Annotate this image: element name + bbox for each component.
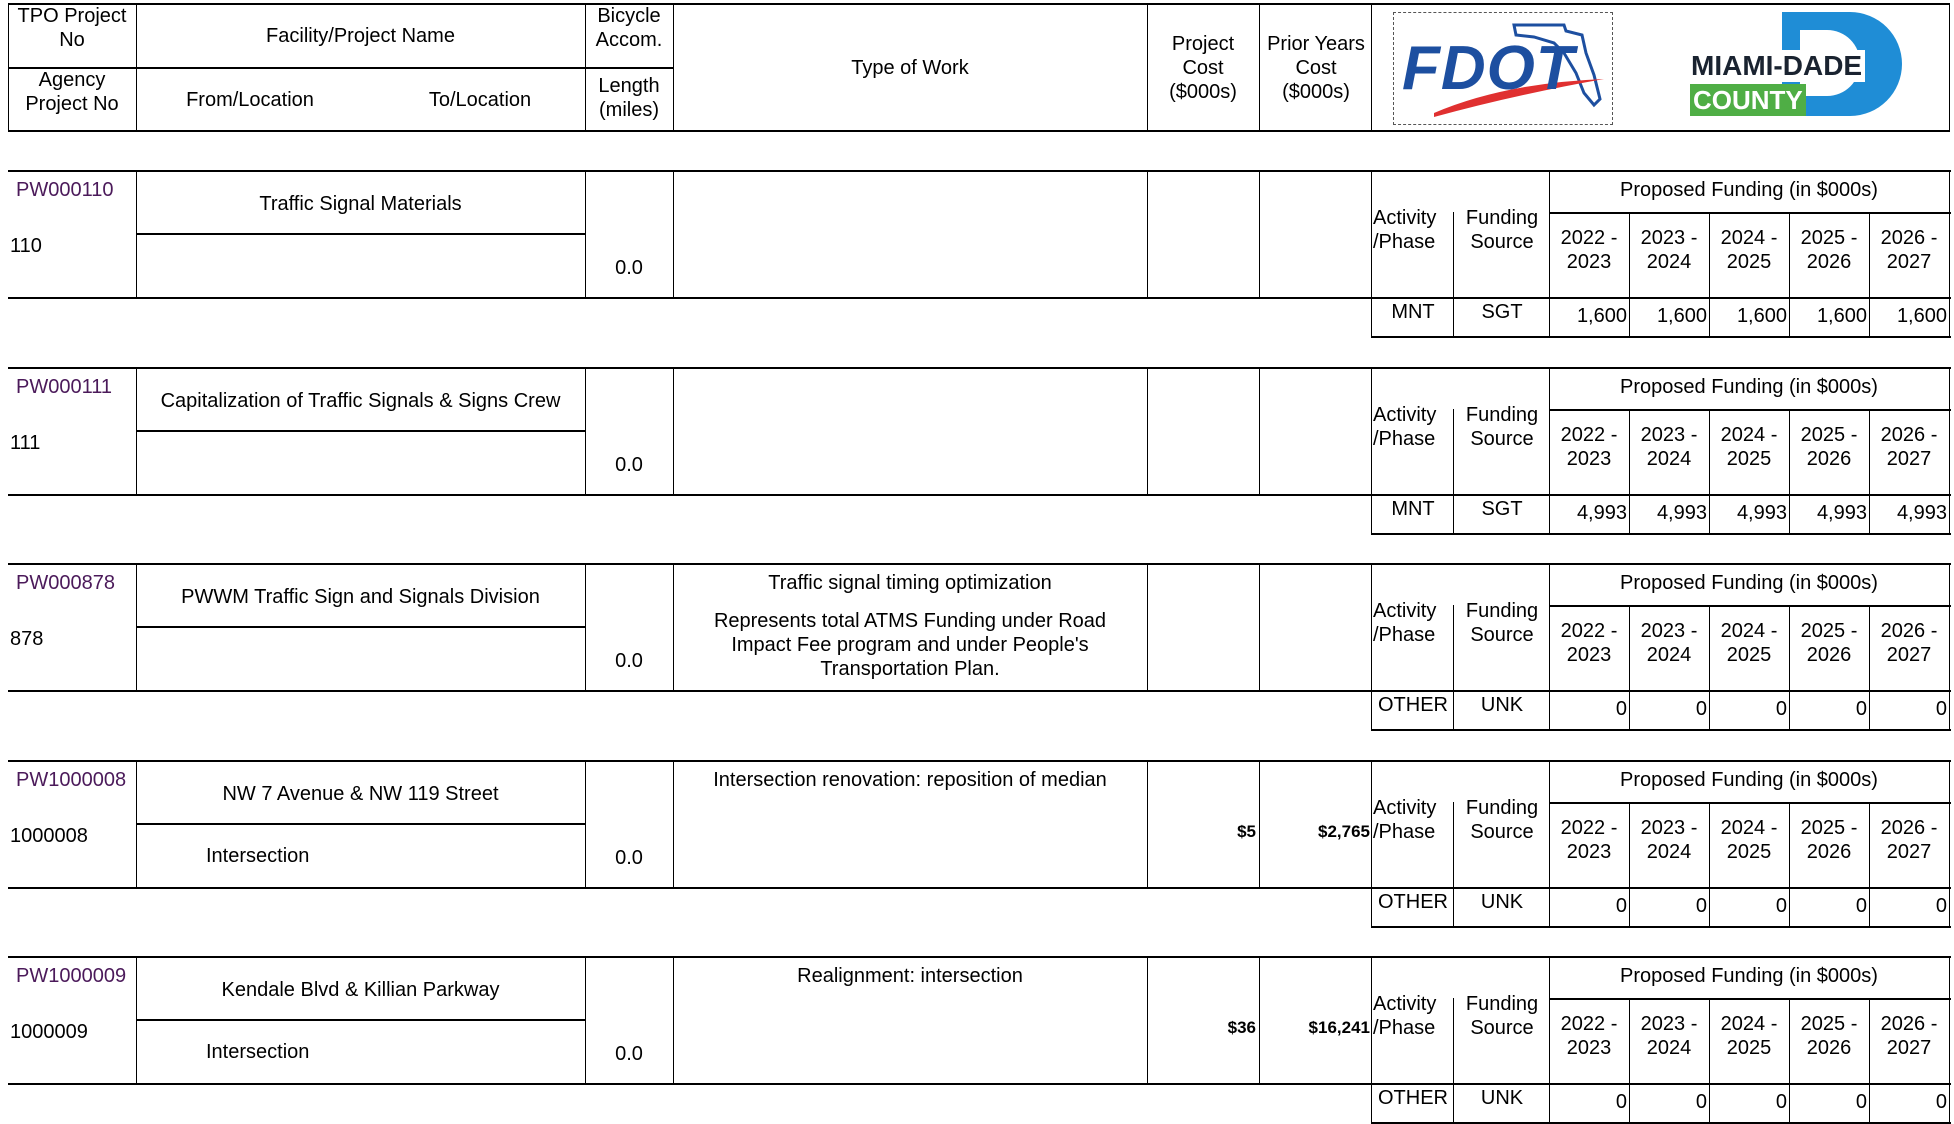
funding-source-value: SGT bbox=[1481, 301, 1523, 323]
funding-amount: 1,600 bbox=[1656, 305, 1707, 327]
funding-amount: 0 bbox=[1695, 1091, 1707, 1113]
funding-amount: 0 bbox=[1775, 894, 1787, 917]
project-cost: $5 bbox=[1237, 821, 1256, 841]
to-location-header: To/Location bbox=[428, 89, 532, 111]
funding-source-label: Funding Source bbox=[1465, 796, 1539, 843]
tpo-project-no[interactable]: PW000111 bbox=[16, 375, 112, 398]
funding-amount: 0 bbox=[1935, 698, 1947, 720]
activity-phase-value: MNT bbox=[1391, 301, 1435, 323]
type-of-work-header: Type of Work bbox=[851, 57, 969, 79]
funding-amount: 0 bbox=[1615, 894, 1627, 917]
project-cost-header: Project Cost ($000s) bbox=[1169, 33, 1237, 103]
activity-phase-label: Activity /Phase bbox=[1373, 600, 1437, 646]
fiscal-year-label: 2026 - 2027 bbox=[1880, 227, 1938, 273]
fiscal-year-label: 2022 - 2023 bbox=[1560, 227, 1618, 273]
agency-project-no: 1000008 bbox=[10, 824, 88, 847]
prior-years-cost-header: Prior Years Cost ($000s) bbox=[1267, 33, 1365, 103]
tpo-project-no[interactable]: PW000878 bbox=[16, 572, 115, 594]
fiscal-year-label: 2022 - 2023 bbox=[1560, 423, 1618, 470]
fiscal-year-label: 2026 - 2027 bbox=[1880, 423, 1938, 470]
miami-dade-logo bbox=[1680, 10, 1910, 120]
type-of-work: Traffic signal timing optimization bbox=[768, 572, 1052, 594]
funding-amount: 1,600 bbox=[1576, 305, 1627, 327]
agency-project-no: 1000009 bbox=[10, 1021, 88, 1043]
tpo-project-no-header: TPO Project No bbox=[17, 5, 127, 51]
fiscal-year-label: 2024 - 2025 bbox=[1720, 1013, 1778, 1059]
county-wordmark-top: MIAMI-DADE bbox=[1688, 50, 1865, 82]
funding-amount: 4,993 bbox=[1816, 501, 1867, 524]
proposed-funding-label: Proposed Funding (in $000s) bbox=[1620, 768, 1878, 791]
fiscal-year-label: 2025 - 2026 bbox=[1800, 1013, 1858, 1059]
activity-phase-label: Activity /Phase bbox=[1373, 993, 1437, 1039]
fiscal-year-label: 2022 - 2023 bbox=[1560, 1013, 1618, 1059]
prior-years-cost: $16,241 bbox=[1308, 1018, 1370, 1037]
facility-project-name: NW 7 Avenue & NW 119 Street bbox=[222, 782, 499, 805]
length-miles: 0.0 bbox=[615, 650, 643, 672]
fiscal-year-label: 2024 - 2025 bbox=[1720, 227, 1778, 273]
funding-amount: 0 bbox=[1775, 1091, 1787, 1113]
agency-project-no: 111 bbox=[10, 431, 41, 454]
fiscal-year-label: 2026 - 2027 bbox=[1880, 816, 1938, 863]
from-location: Intersection bbox=[206, 1041, 310, 1063]
funding-amount: 0 bbox=[1855, 1091, 1867, 1113]
from-location-header: From/Location bbox=[186, 89, 314, 111]
proposed-funding-label: Proposed Funding (in $000s) bbox=[1620, 179, 1878, 201]
funding-source-label: Funding Source bbox=[1465, 403, 1539, 450]
activity-phase-label: Activity /Phase bbox=[1373, 207, 1437, 253]
length-miles: 0.0 bbox=[615, 453, 643, 476]
fiscal-year-label: 2026 - 2027 bbox=[1880, 620, 1938, 666]
facility-name-header: Facility/Project Name bbox=[266, 25, 455, 47]
funding-amount: 0 bbox=[1935, 894, 1947, 917]
project-cost: $36 bbox=[1227, 1018, 1256, 1037]
length-miles: 0.0 bbox=[615, 846, 643, 869]
fiscal-year-label: 2025 - 2026 bbox=[1800, 620, 1858, 666]
funding-amount: 4,993 bbox=[1656, 501, 1707, 524]
fiscal-year-label: 2022 - 2023 bbox=[1560, 816, 1618, 863]
prior-years-cost: $2,765 bbox=[1318, 821, 1370, 841]
tpo-project-no[interactable]: PW000110 bbox=[16, 179, 114, 201]
funding-source-label: Funding Source bbox=[1465, 993, 1539, 1039]
activity-phase-label: Activity /Phase bbox=[1373, 403, 1437, 450]
fiscal-year-label: 2023 - 2024 bbox=[1640, 1013, 1698, 1059]
fiscal-year-label: 2025 - 2026 bbox=[1800, 816, 1858, 863]
type-of-work: Intersection renovation: reposition of median bbox=[713, 768, 1107, 791]
funding-amount: 4,993 bbox=[1896, 501, 1947, 524]
funding-amount: 0 bbox=[1695, 698, 1707, 720]
agency-project-no-header: Agency Project No bbox=[25, 69, 119, 115]
tpo-project-no[interactable]: PW1000008 bbox=[16, 768, 127, 791]
funding-amount: 4,993 bbox=[1736, 501, 1787, 524]
fiscal-year-label: 2024 - 2025 bbox=[1720, 620, 1778, 666]
length-miles: 0.0 bbox=[615, 1043, 643, 1065]
fiscal-year-label: 2023 - 2024 bbox=[1640, 423, 1698, 470]
tpo-project-no[interactable]: PW1000009 bbox=[16, 965, 127, 987]
length-miles: 0.0 bbox=[615, 257, 643, 279]
fiscal-year-label: 2025 - 2026 bbox=[1800, 227, 1858, 273]
type-of-work: Realignment: intersection bbox=[797, 965, 1023, 987]
fiscal-year-label: 2023 - 2024 bbox=[1640, 620, 1698, 666]
fiscal-year-label: 2024 - 2025 bbox=[1720, 816, 1778, 863]
activity-phase-value: OTHER bbox=[1378, 1087, 1448, 1109]
funding-amount: 0 bbox=[1935, 1091, 1947, 1113]
agency-project-no: 878 bbox=[10, 628, 44, 650]
fiscal-year-label: 2023 - 2024 bbox=[1640, 227, 1698, 273]
bicycle-accom-header: Bicycle Accom. bbox=[595, 5, 663, 51]
type-of-work-note: Represents total ATMS Funding under Road Impact Fee program and under People's Transportation Plan. bbox=[713, 610, 1107, 680]
facility-project-name: Traffic Signal Materials bbox=[259, 193, 462, 215]
facility-project-name: Kendale Blvd & Killian Parkway bbox=[221, 979, 500, 1001]
funding-source-value: UNK bbox=[1480, 890, 1524, 913]
agency-project-no: 110 bbox=[10, 235, 42, 257]
activity-phase-label: Activity /Phase bbox=[1373, 796, 1437, 843]
fdot-wordmark: FDOT bbox=[1402, 34, 1575, 103]
activity-phase-value: MNT bbox=[1391, 497, 1435, 520]
funding-amount: 1,600 bbox=[1816, 305, 1867, 327]
funding-amount: 1,600 bbox=[1736, 305, 1787, 327]
fdot-logo bbox=[1393, 12, 1613, 125]
fiscal-year-label: 2026 - 2027 bbox=[1880, 1013, 1938, 1059]
facility-project-name: Capitalization of Traffic Signals & Signs Crew bbox=[160, 389, 561, 412]
funding-amount: 0 bbox=[1615, 1091, 1627, 1113]
county-wordmark-bottom: COUNTY bbox=[1690, 84, 1806, 116]
from-location: Intersection bbox=[206, 844, 310, 867]
funding-amount: 1,600 bbox=[1896, 305, 1947, 327]
funding-amount: 0 bbox=[1695, 894, 1707, 917]
fiscal-year-label: 2025 - 2026 bbox=[1800, 423, 1858, 470]
funding-amount: 0 bbox=[1855, 698, 1867, 720]
fiscal-year-label: 2022 - 2023 bbox=[1560, 620, 1618, 666]
fiscal-year-label: 2023 - 2024 bbox=[1640, 816, 1698, 863]
funding-source-label: Funding Source bbox=[1465, 600, 1539, 646]
activity-phase-value: OTHER bbox=[1378, 890, 1448, 913]
activity-phase-value: OTHER bbox=[1378, 694, 1448, 716]
funding-source-value: UNK bbox=[1480, 694, 1524, 716]
proposed-funding-label: Proposed Funding (in $000s) bbox=[1620, 375, 1878, 398]
funding-amount: 0 bbox=[1615, 698, 1627, 720]
funding-amount: 0 bbox=[1855, 894, 1867, 917]
proposed-funding-label: Proposed Funding (in $000s) bbox=[1620, 572, 1878, 594]
funding-source-value: UNK bbox=[1480, 1087, 1524, 1109]
funding-amount: 4,993 bbox=[1576, 501, 1627, 524]
funding-source-value: SGT bbox=[1481, 497, 1523, 520]
proposed-funding-label: Proposed Funding (in $000s) bbox=[1620, 965, 1878, 987]
fiscal-year-label: 2024 - 2025 bbox=[1720, 423, 1778, 470]
length-header: Length (miles) bbox=[598, 75, 660, 121]
facility-project-name: PWWM Traffic Sign and Signals Division bbox=[181, 586, 540, 608]
funding-source-label: Funding Source bbox=[1465, 207, 1539, 253]
funding-amount: 0 bbox=[1775, 698, 1787, 720]
